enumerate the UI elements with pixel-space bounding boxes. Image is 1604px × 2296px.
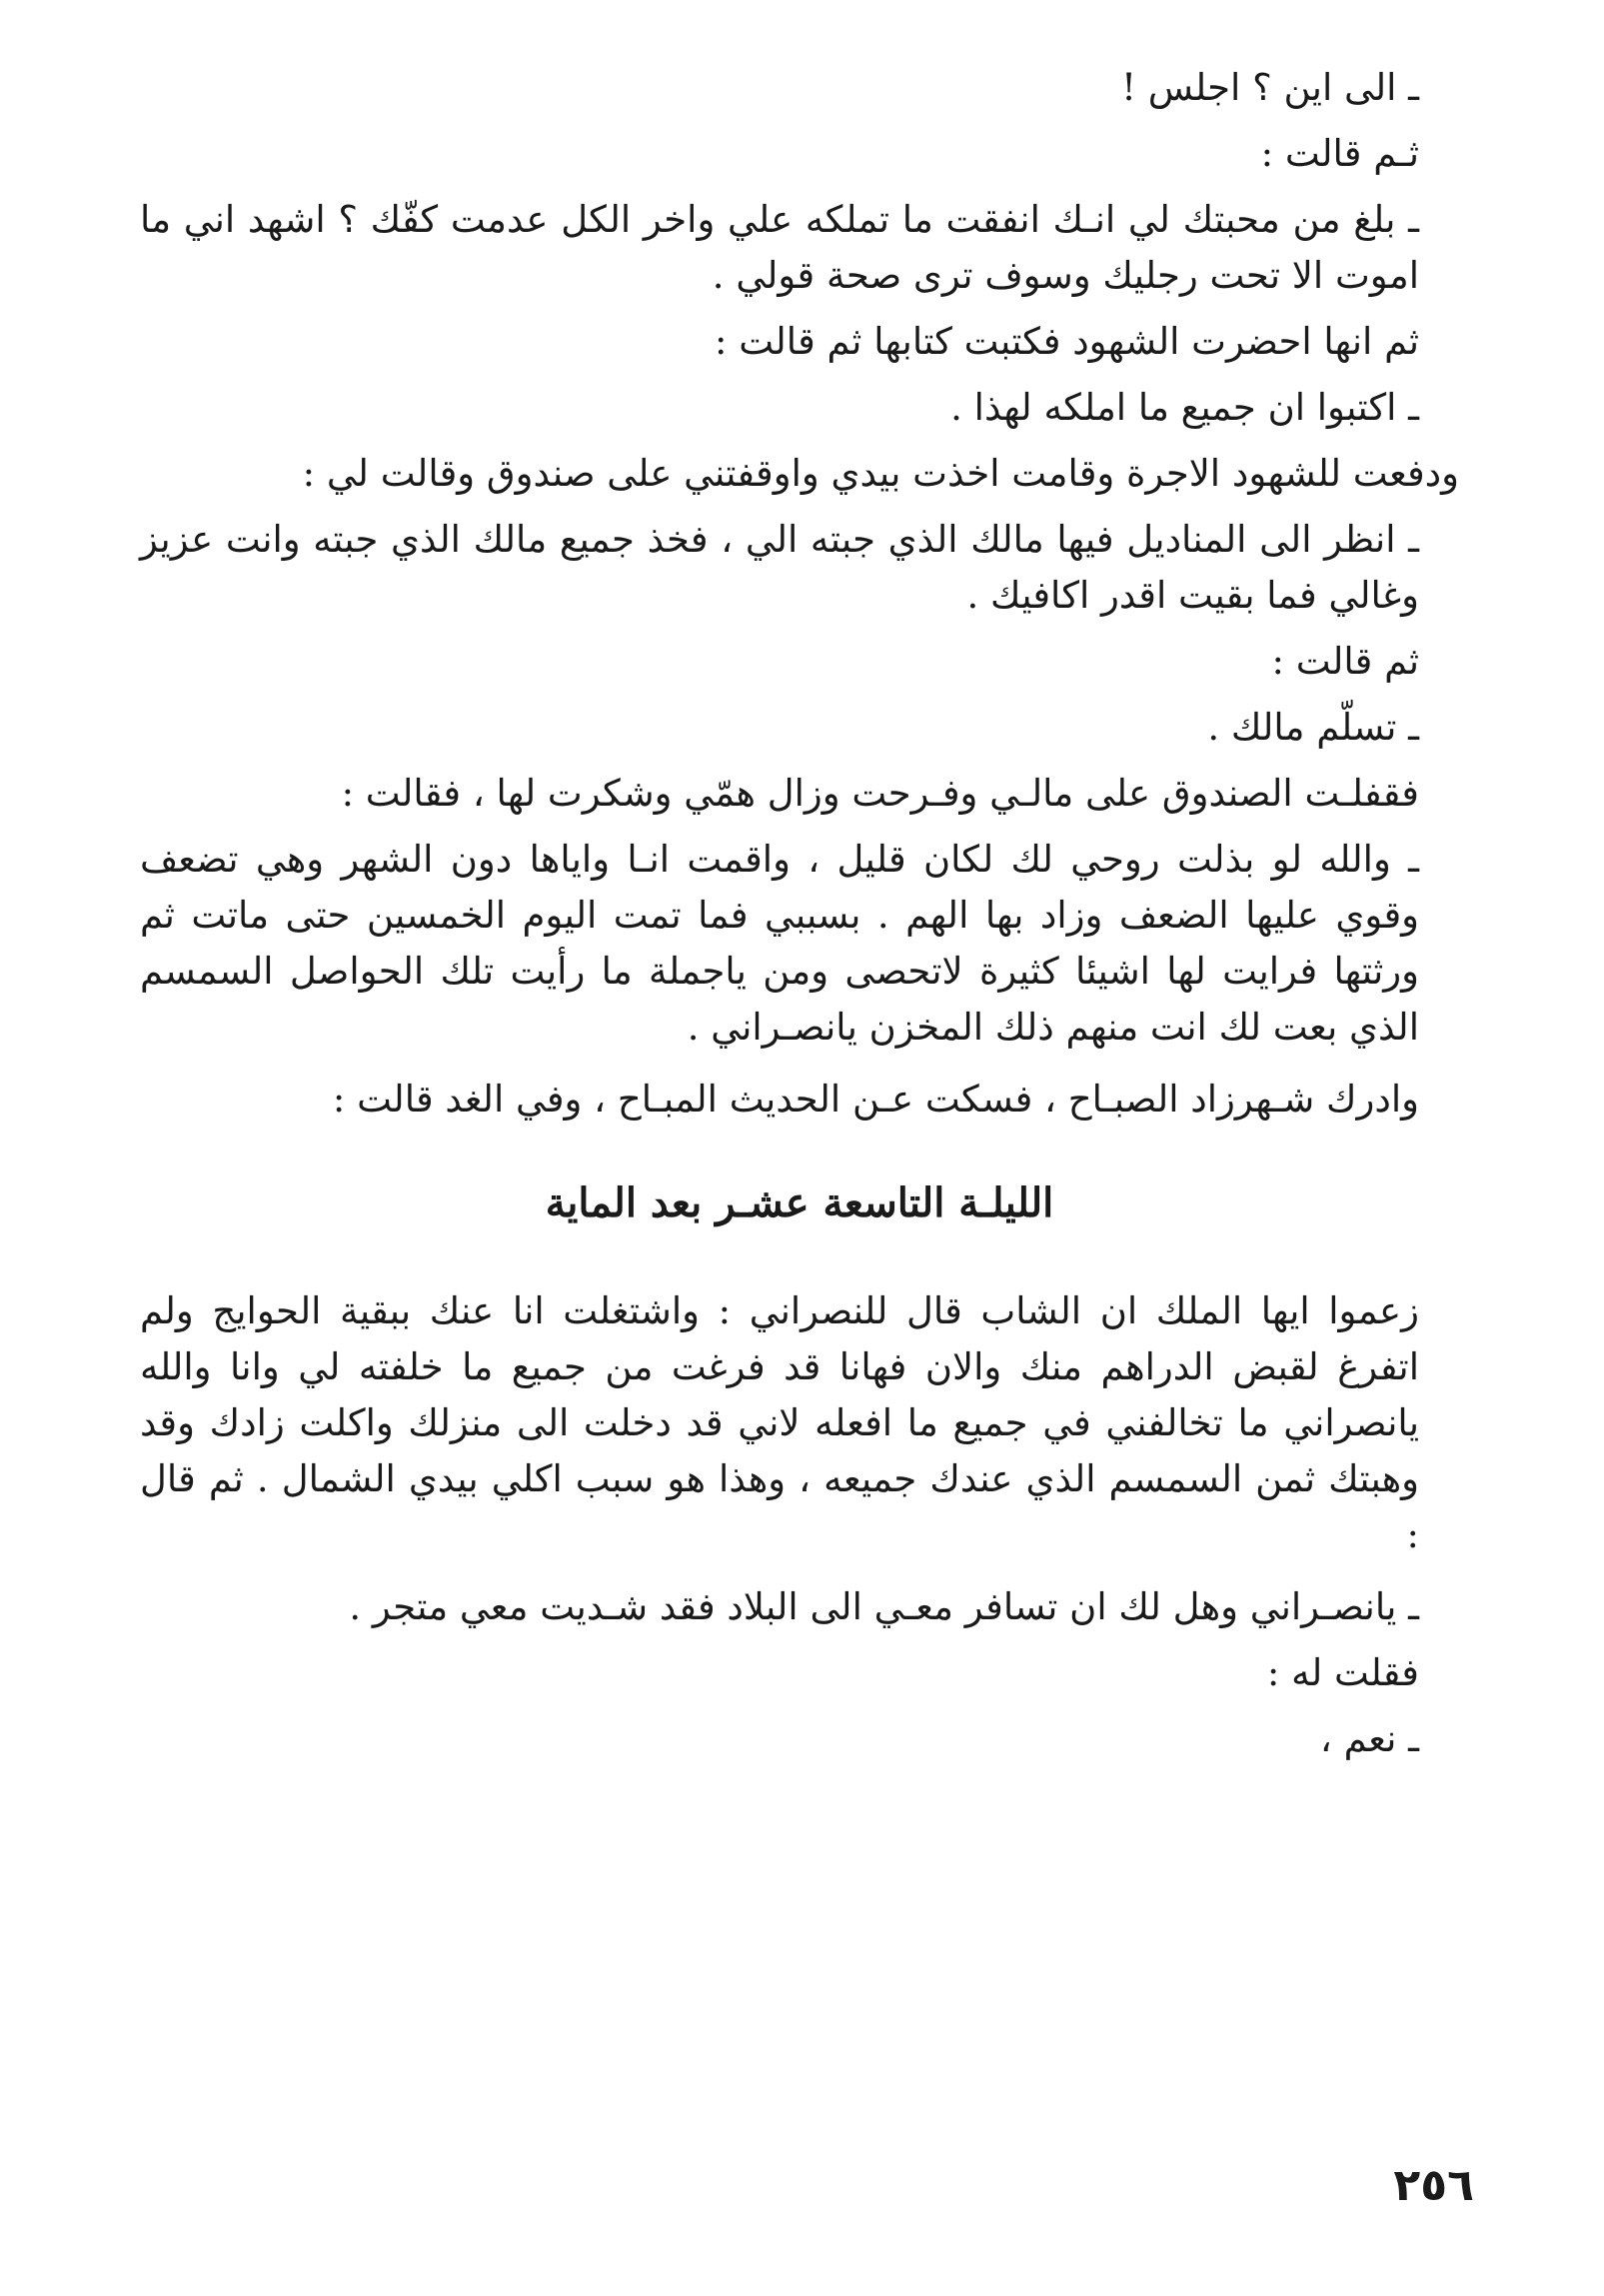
paragraph: ثم قالت :	[1271, 640, 1419, 683]
paragraph: ـ بلغ من محبتك لي انـك انفقت ما تملكه علي واخر الكل عدمت كفّك ؟ اشهد اني ما اموت الا تحت رجليك وسوف ترى صحة قولي .	[140, 198, 1419, 297]
paragraph: ودفعت للشهود الاجرة وقامت اخذت بيدي واوقفتني على صندوق وقالت لي :	[302, 452, 1459, 495]
paragraph: فقفلـت الصندوق على مالـي وفـرحت وزال همّي وشكرت لها ، فقالت :	[341, 772, 1419, 815]
paragraph: وادرك شـهرزاد الصبـاح ، فسكت عـن الحديث المبـاح ، وفي الغد قالت :	[332, 1078, 1419, 1121]
paragraph: ـ انظر الى المناديل فيها مالك الذي جبته الي ، فخذ جميع مالك الذي جبته وانت عزيز وغالي فما بقيت اقدر اكافيك .	[140, 518, 1419, 617]
paragraph: ثم انها احضرت الشهود فكتبت كتابها ثم قالت :	[714, 320, 1419, 363]
paragraph: زعموا ايها الملك ان الشاب قال للنصراني : واشتغلت انا عنك ببقية الحوايج ولم اتفرغ لقبض الدراهم منك والان فهانا قد فرغت من جميع ما خلفته لي وانا والله يانصراني ما تخالفني في جميع ما افعله لاني قد دخلت الى منزلك واكلت زادك وقد وهبتك ثمن السمسم الذي عندك جميعه ، وهذا هو سبب اكلي بيدي الشمال . ثم قال :	[140, 1289, 1419, 1556]
paragraph: ـ يانصـراني وهل لك ان تسافر معـي الى البلاد فقد شـديت معي متجر .	[349, 1585, 1419, 1628]
page-number: ٢٥٦	[1393, 2160, 1474, 2211]
paragraph: ـ تسلّم مالك .	[1207, 706, 1419, 749]
chapter-heading: الليلـة التاسعة عشـر بعد الماية	[545, 1179, 1054, 1226]
page-body	[140, 60, 1459, 1777]
paragraph: ـ اكتبوا ان جميع ما املكه لهذا .	[950, 386, 1419, 429]
paragraph: فقلت له :	[1266, 1651, 1419, 1694]
paragraph: ـ والله لو بذلت روحي لك لكان قليل ، واقمت انـا واياها دون الشهر وهي تضعف وقوي عليها الضعف وزاد بها الهم . بسببي فما تمت اليوم الخمسين حتى ماتت ثم ورثتها فرايت لها اشيئا كثيرة لاتحصى ومن ياجملة ما رأيت تلك الحواصل السمسم الذي بعت لك انت منهم ذلك المخزن يانصـراني .	[140, 838, 1419, 1049]
paragraph: ـ الى اين ؟ اجلس !	[1121, 66, 1419, 109]
paragraph: ثـم قالت :	[1260, 132, 1419, 175]
paragraph: ـ نعم ،	[1319, 1717, 1419, 1760]
